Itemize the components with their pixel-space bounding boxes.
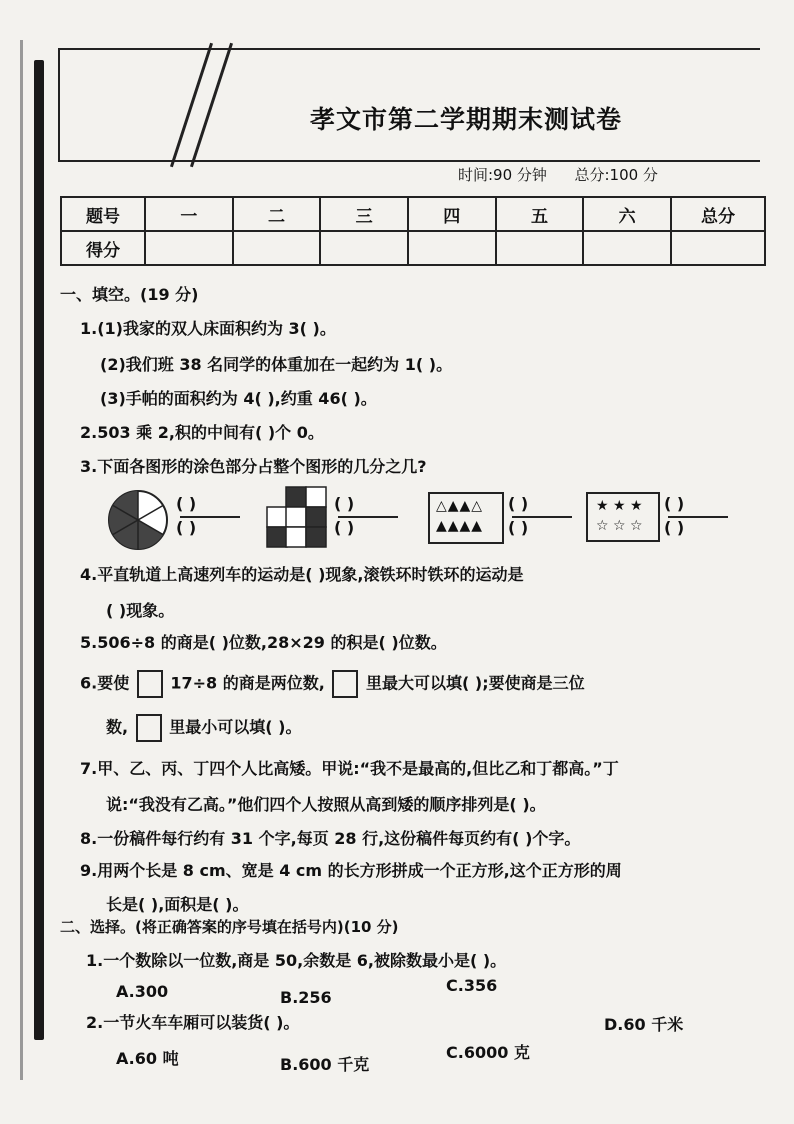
score-input-cell[interactable] xyxy=(320,231,408,265)
score-cell: 三 xyxy=(320,197,408,231)
score-cell: 一 xyxy=(145,197,233,231)
choice-2-option-b[interactable]: B.600 千克 xyxy=(280,1055,370,1074)
score-label: 总分:100 分 xyxy=(574,166,658,184)
q6-text: 数, xyxy=(106,717,129,737)
question-1-1: 1.(1)我家的双人床面积约为 3( )。 xyxy=(80,319,336,338)
score-input-cell[interactable] xyxy=(233,231,321,265)
q6-text: 6.要使 xyxy=(80,673,130,693)
choice-2-option-c[interactable]: C.6000 克 xyxy=(446,1043,530,1062)
question-9-line1: 9.用两个长是 8 cm、宽是 4 cm 的长方形拼成一个正方形,这个正方形的周 xyxy=(80,861,622,880)
binding-line xyxy=(20,40,23,1080)
q6-text: 里最大可以填( );要使商是三位 xyxy=(366,673,585,693)
choice-question-2: 2.一节火车车厢可以装货( )。 xyxy=(86,1013,300,1032)
score-input-cell[interactable] xyxy=(145,231,233,265)
fraction-answer-1[interactable]: ( ) ( ) xyxy=(176,494,242,538)
choice-1-option-b[interactable]: B.256 xyxy=(280,988,332,1007)
question-2: 2.503 乘 2,积的中间有( )个 0。 xyxy=(80,423,324,442)
section1-heading: 一、填空。(19 分) xyxy=(60,285,199,304)
question-7-line2: 说:“我没有乙高。”他们四个人按照从高到矮的顺序排列是( )。 xyxy=(106,795,546,814)
star-figure xyxy=(586,492,660,542)
choice-question-1: 1.一个数除以一位数,商是 50,余数是 6,被除数最小是( )。 xyxy=(86,951,507,970)
q6-blank-box[interactable] xyxy=(137,670,163,698)
fraction-answer-2[interactable]: ( ) ( ) xyxy=(334,494,400,538)
score-input-cell[interactable] xyxy=(496,231,584,265)
triangle-row-bottom: ▲▲▲▲ xyxy=(436,518,484,534)
exam-meta xyxy=(458,164,658,185)
choice-2-option-a[interactable]: A.60 吨 xyxy=(116,1049,179,1068)
question-3: 3.下面各图形的涂色部分占整个图形的几分之几? xyxy=(80,457,427,476)
choice-1-option-c[interactable]: C.356 xyxy=(446,976,498,995)
q6-text: 里最小可以填( )。 xyxy=(169,717,302,737)
score-input-cell[interactable] xyxy=(408,231,496,265)
q6-text: 17÷8 的商是两位数, xyxy=(170,673,325,693)
question-4-line2: ( )现象。 xyxy=(106,601,175,620)
choice-2-option-d[interactable]: D.60 千米 xyxy=(604,1015,684,1034)
question-5: 5.506÷8 的商是( )位数,28×29 的积是( )位数。 xyxy=(80,633,447,652)
question-1-3: (3)手帕的面积约为 4( ),约重 46( )。 xyxy=(100,389,377,408)
score-cell: 总分 xyxy=(671,197,765,231)
question-6-line2 xyxy=(106,714,301,742)
choice-1-option-a[interactable]: A.300 xyxy=(116,982,169,1001)
fraction-answer-4[interactable]: ( ) ( ) xyxy=(664,494,730,538)
time-label: 时间:90 分钟 xyxy=(458,166,547,184)
score-table-score-row xyxy=(61,231,765,265)
exam-title: 孝文市第二学期期末测试卷 xyxy=(310,105,623,134)
star-row-empty: ☆ ☆ ☆ xyxy=(596,518,643,534)
star-row-filled: ★ ★ ★ xyxy=(596,498,643,514)
score-cell: 五 xyxy=(496,197,584,231)
grid-figure xyxy=(266,486,328,548)
question-1-2: (2)我们班 38 名同学的体重加在一起约为 1( )。 xyxy=(100,355,453,374)
score-cell: 题号 xyxy=(61,197,145,231)
score-input-cell[interactable] xyxy=(583,231,671,265)
score-table-header-row xyxy=(61,197,765,231)
q6-blank-box[interactable] xyxy=(332,670,358,698)
score-table xyxy=(60,196,766,266)
section2-heading: 二、选择。(将正确答案的序号填在括号内)(10 分) xyxy=(60,918,399,936)
score-cell: 四 xyxy=(408,197,496,231)
question-7-line1: 7.甲、乙、丙、丁四个人比高矮。甲说:“我不是最高的,但比乙和丁都高。”丁 xyxy=(80,759,619,778)
question-8: 8.一份稿件每行约有 31 个字,每页 28 行,这份稿件每页约有( )个字。 xyxy=(80,829,581,848)
score-cell: 六 xyxy=(583,197,671,231)
question-9-line2: 长是( ),面积是( )。 xyxy=(106,895,249,914)
score-cell: 二 xyxy=(233,197,321,231)
triangle-figure xyxy=(428,492,504,544)
binding-bar xyxy=(34,60,44,1040)
score-input-cell[interactable] xyxy=(671,231,765,265)
question-6-line1 xyxy=(80,670,585,698)
pie-figure xyxy=(106,488,170,552)
score-cell: 得分 xyxy=(61,231,145,265)
q6-blank-box[interactable] xyxy=(136,714,162,742)
fraction-answer-3[interactable]: ( ) ( ) xyxy=(508,494,574,538)
triangle-row-top: △▲▲△ xyxy=(436,498,484,514)
question-4-line1: 4.平直轨道上高速列车的运动是( )现象,滚铁环时铁环的运动是 xyxy=(80,565,524,584)
